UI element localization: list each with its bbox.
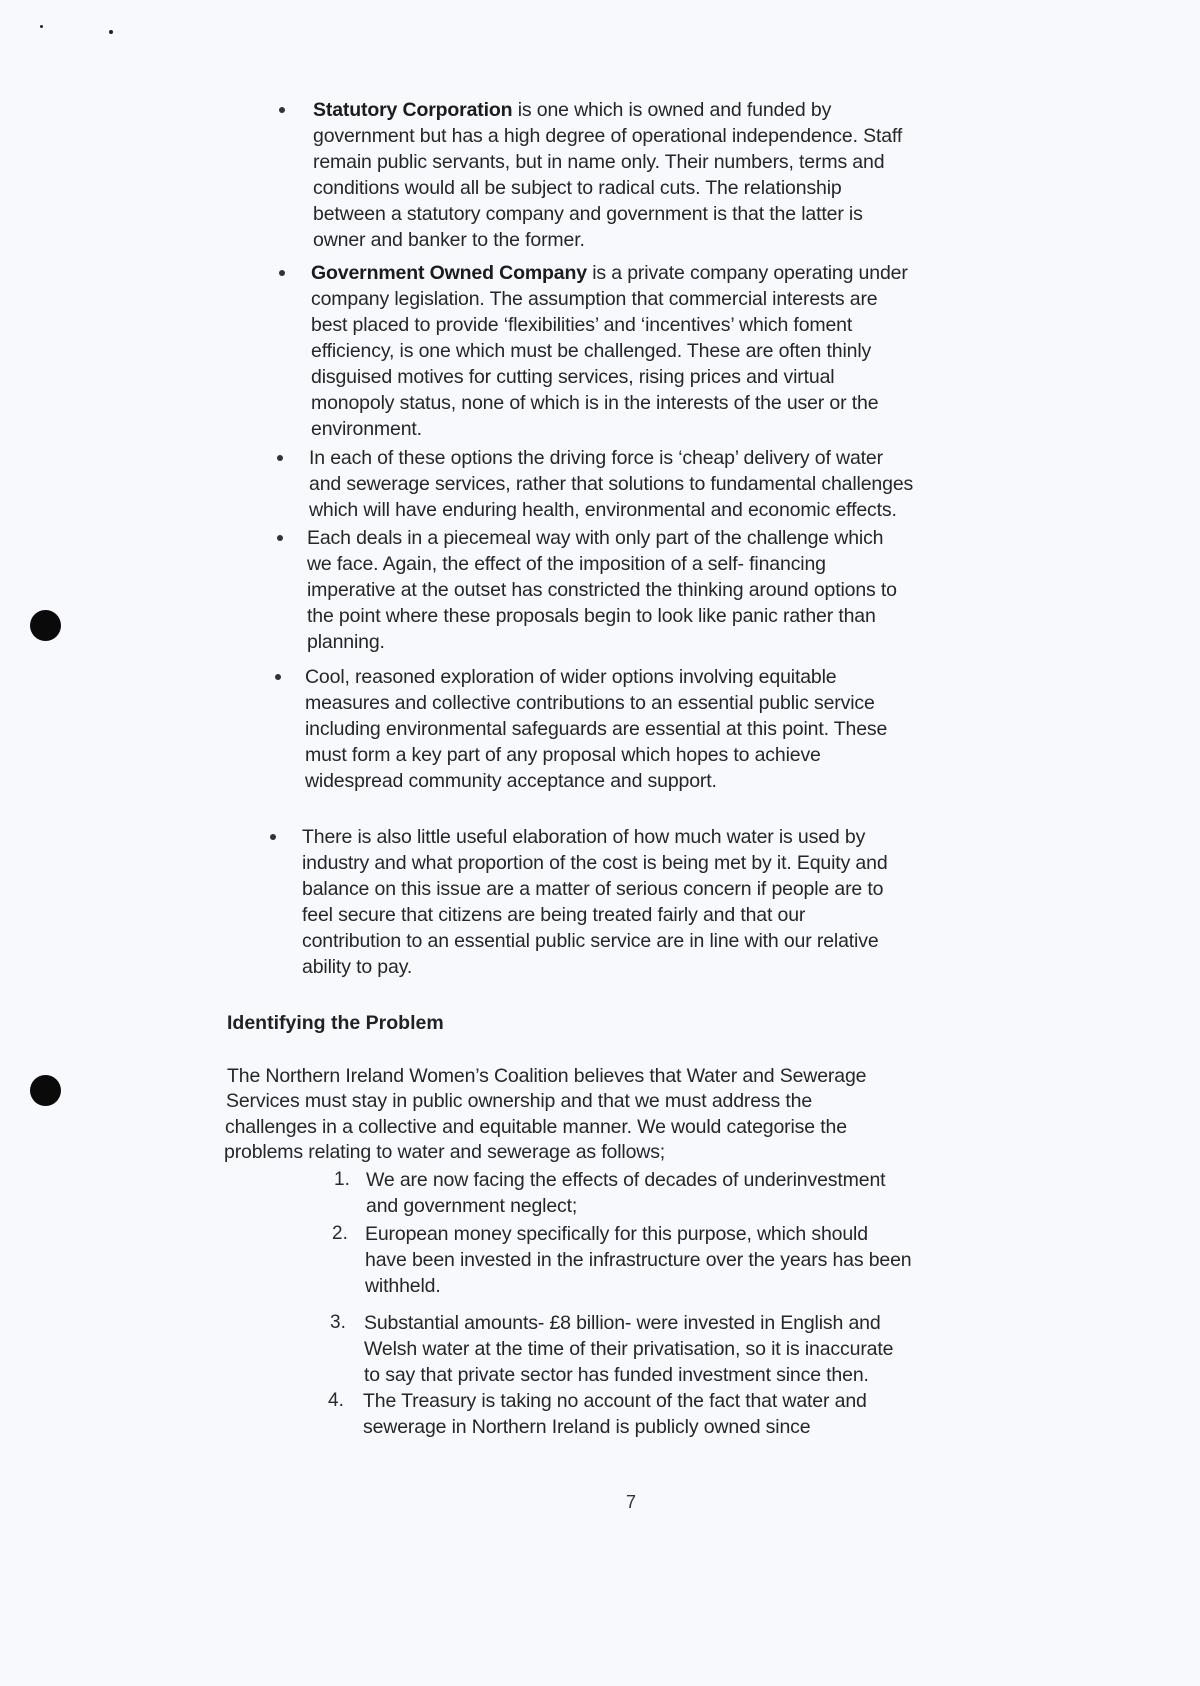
bullet-line: planning.: [307, 631, 385, 653]
bullet-term: Statutory Corporation: [313, 99, 513, 121]
bullet-line: remain public servants, but in name only. Their numbers, terms and: [313, 151, 885, 173]
list-item-line: The Treasury is taking no account of the fact that water and: [363, 1390, 867, 1412]
bullet-line: balance on this issue are a matter of serious concern if people are to: [302, 878, 884, 900]
page-number: 7: [626, 1492, 637, 1512]
list-item-line: to say that private sector has funded investment since then.: [364, 1364, 869, 1386]
bullet-line: monopoly status, none of which is in the interests of the user or the: [311, 392, 879, 414]
bullet-icon: [279, 270, 285, 276]
bullet-line: government but has a high degree of operational independence. Staff: [313, 125, 903, 147]
paragraph-line: problems relating to water and sewerage as follows;: [224, 1141, 666, 1163]
list-item-line: have been invested in the infrastructure over the years has been: [365, 1249, 912, 1271]
bullet-line: widespread community acceptance and support.: [305, 770, 717, 792]
bullet-icon: [270, 834, 276, 840]
list-item-line: European money specifically for this purpose, which should: [365, 1223, 868, 1245]
list-number: 2.: [332, 1223, 348, 1244]
paragraph-line: The Northern Ireland Women’s Coalition believes that Water and Sewerage: [227, 1065, 867, 1087]
paragraph-line: challenges in a collective and equitable manner. We would categorise the: [225, 1116, 847, 1138]
list-item-line: Welsh water at the time of their privatisation, so it is inaccurate: [364, 1338, 894, 1360]
bullet-line: measures and collective contributions to an essential public service: [305, 692, 875, 714]
bullet-icon: [277, 535, 283, 541]
bullet-line: There is also little useful elaboration of how much water is used by: [302, 826, 866, 848]
bullet-line: best placed to provide ‘flexibilities’ and ‘incentives’ which foment: [311, 314, 853, 336]
bullet-line: Each deals in a piecemeal way with only part of the challenge which: [307, 527, 884, 549]
bullet-line: and sewerage services, rather that solutions to fundamental challenges: [309, 473, 914, 495]
punch-hole: [30, 1075, 61, 1106]
list-item-line: sewerage in Northern Ireland is publicly owned since: [363, 1416, 811, 1438]
bullet-line: conditions would all be subject to radical cuts. The relationship: [313, 177, 842, 199]
bullet-line: between a statutory company and government is that the latter is: [313, 203, 863, 225]
bullet-line: imperative at the outset has constricted the thinking around options to: [307, 579, 897, 601]
list-item-line: and government neglect;: [366, 1195, 578, 1217]
bullet-text: is one which is owned and funded by: [512, 99, 832, 121]
bullet-icon: [279, 107, 285, 113]
bullet-text: is a private company operating under: [586, 262, 908, 284]
bullet-line: [313, 99, 831, 121]
bullet-line: [311, 262, 908, 284]
bullet-icon: [277, 455, 283, 461]
bullet-line: owner and banker to the former.: [313, 229, 585, 251]
bullet-line: ability to pay.: [302, 956, 413, 978]
scan-speck: [40, 25, 43, 28]
bullet-line: contribution to an essential public service are in line with our relative: [302, 930, 879, 952]
bullet-line: industry and what proportion of the cost is being met by it. Equity and: [302, 852, 888, 874]
bullet-term: Government Owned Company: [311, 262, 587, 284]
scan-speck: [109, 30, 113, 34]
bullet-line: disguised motives for cutting services, rising prices and virtual: [311, 366, 835, 388]
bullet-line: including environmental safeguards are essential at this point. These: [305, 718, 888, 740]
list-item-line: Substantial amounts- £8 billion- were invested in English and: [364, 1312, 881, 1334]
bullet-line: we face. Again, the effect of the imposition of a self- financing: [307, 553, 826, 575]
bullet-line: Cool, reasoned exploration of wider options involving equitable: [305, 666, 837, 688]
bullet-icon: [275, 674, 281, 680]
bullet-line: feel secure that citizens are being treated fairly and that our: [302, 904, 806, 926]
bullet-line: must form a key part of any proposal which hopes to achieve: [305, 744, 821, 766]
section-heading: Identifying the Problem: [227, 1012, 444, 1034]
list-item-line: withheld.: [365, 1275, 441, 1297]
list-number: 1.: [334, 1169, 350, 1190]
bullet-line: company legislation. The assumption that commercial interests are: [311, 288, 878, 310]
bullet-line: the point where these proposals begin to look like panic rather than: [307, 605, 876, 627]
bullet-line: environment.: [311, 418, 422, 440]
paragraph-line: Services must stay in public ownership and that we must address the: [226, 1090, 813, 1112]
list-item-line: We are now facing the effects of decades of underinvestment: [366, 1169, 886, 1191]
list-number: 3.: [330, 1312, 346, 1333]
bullet-line: efficiency, is one which must be challenged. These are often thinly: [311, 340, 872, 362]
bullet-line: In each of these options the driving force is ‘cheap’ delivery of water: [309, 447, 883, 469]
bullet-line: which will have enduring health, environmental and economic effects.: [309, 499, 897, 521]
punch-hole: [30, 610, 61, 641]
list-number: 4.: [328, 1390, 344, 1411]
